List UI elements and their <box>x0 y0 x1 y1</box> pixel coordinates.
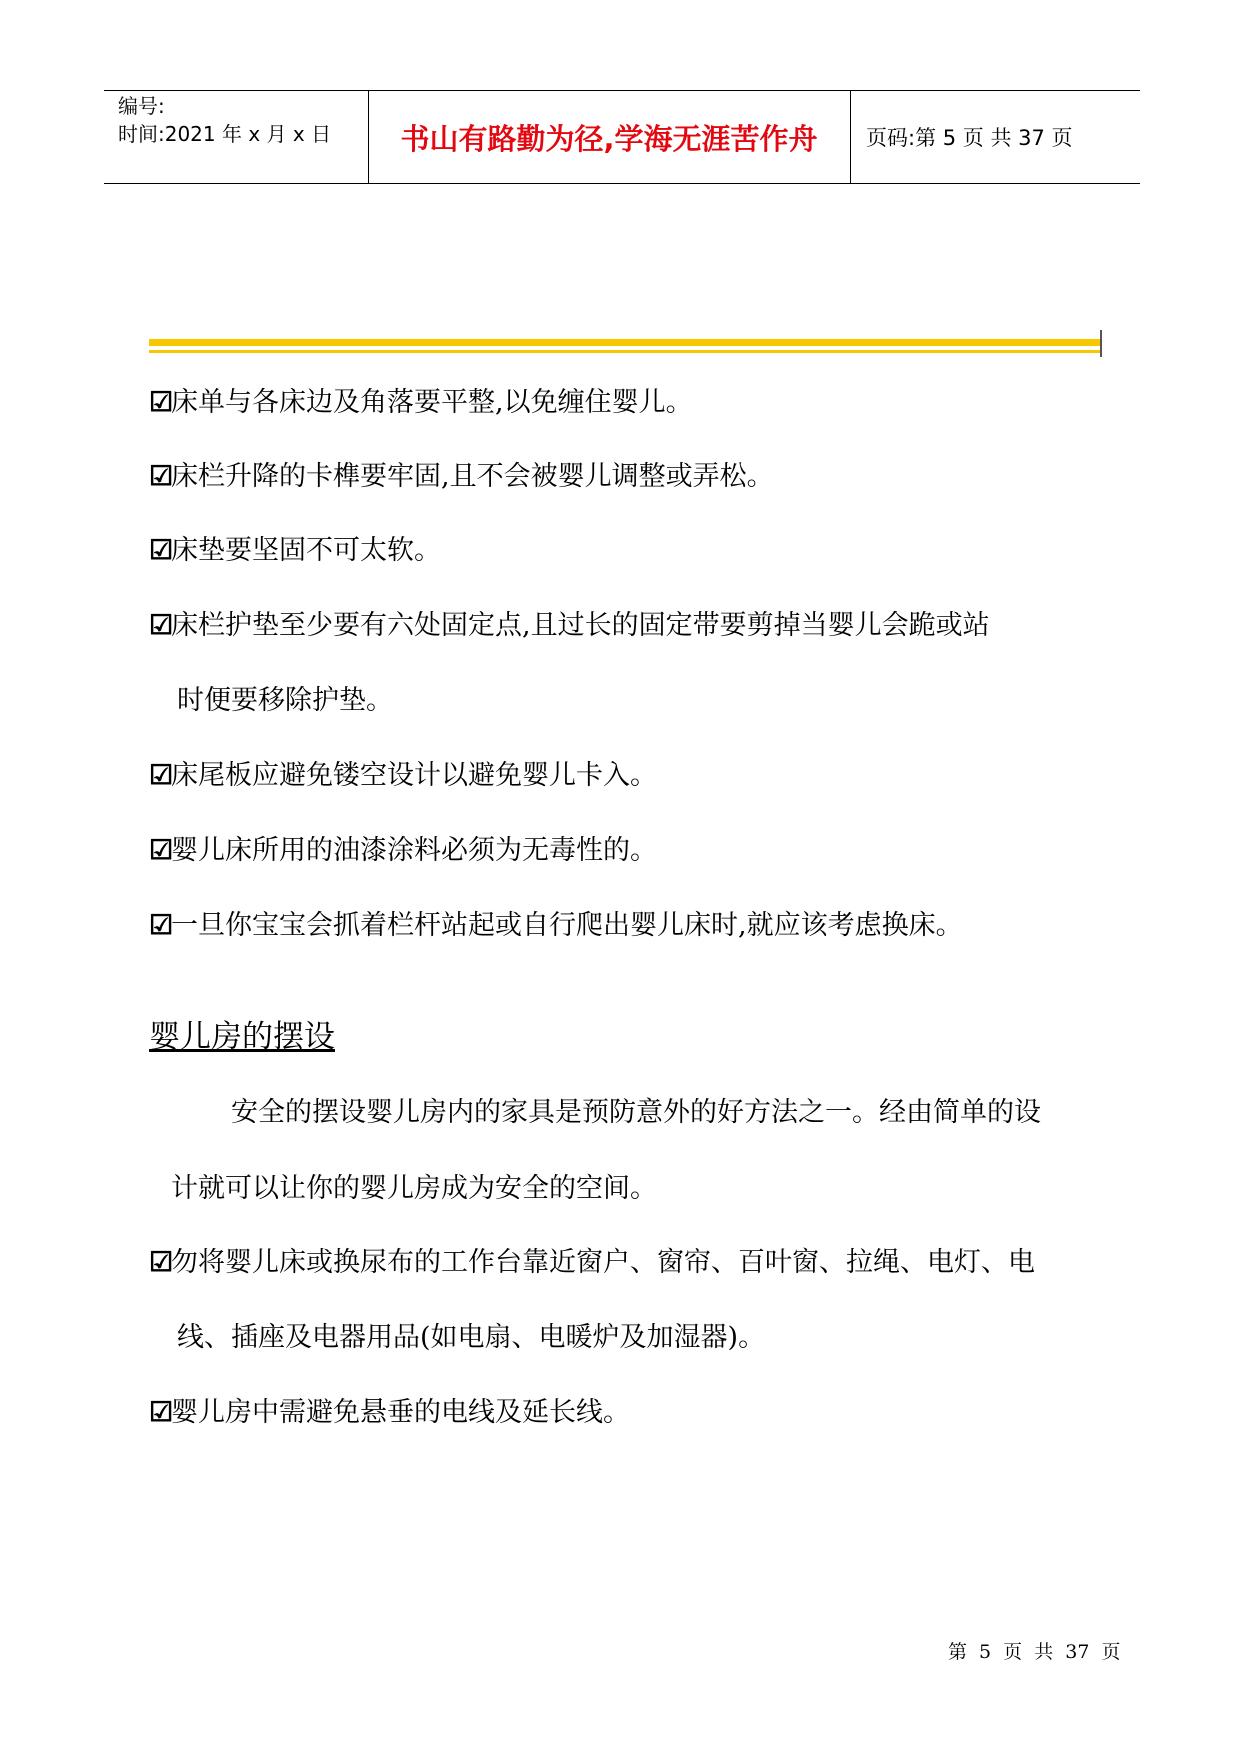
checklist-item-text: 床垫要坚固不可太软。 <box>171 535 441 566</box>
checkbox-icon: ☑ <box>149 461 174 492</box>
header-motto: 书山有路勤为径,学海无涯苦作舟 <box>368 91 851 183</box>
checklist-item-text: 床栏护垫至少要有六处固定点,且过长的固定带要剪掉当婴儿会跪或站 <box>171 610 990 641</box>
checkbox-icon: ☑ <box>149 387 174 418</box>
checklist-item-continuation: 线、插座及电器用品(如电扇、电暖炉及加湿器)。 <box>177 1322 766 1353</box>
checkbox-icon: ☑ <box>149 760 174 791</box>
header-page-info: 页码:第 5 页 共 37 页 <box>866 126 1073 150</box>
document-date-label: 时间:2021 年 x 月 x 日 <box>118 122 332 146</box>
checklist-item-continuation: 时便要移除护垫。 <box>177 685 393 716</box>
checklist-item <box>149 909 963 943</box>
rule-end-tick <box>1100 330 1102 357</box>
checkbox-icon: ☑ <box>149 835 174 866</box>
decorative-rule-thin <box>149 350 1100 353</box>
checklist-item-text: 床尾板应避免镂空设计以避免婴儿卡入。 <box>171 760 657 791</box>
checklist-item-text: 勿将婴儿床或换尿布的工作台靠近窗户、窗帘、百叶窗、拉绳、电灯、电 <box>171 1247 1035 1278</box>
page-footer: 第 5 页 共 37 页 <box>948 1641 1121 1663</box>
checkbox-icon: ☑ <box>149 535 174 566</box>
paragraph-line: 计就可以让你的婴儿房成为安全的空间。 <box>171 1173 657 1204</box>
document-number-label: 编号: <box>118 94 165 118</box>
checklist-item <box>149 1246 1035 1280</box>
checklist-item <box>149 1396 630 1430</box>
checklist-item-text: 床栏升降的卡榫要牢固,且不会被婴儿调整或弄松。 <box>171 461 774 492</box>
paragraph-line: 安全的摆设婴儿房内的家具是预防意外的好方法之一。经由简单的设 <box>231 1097 1041 1128</box>
checklist-item-text: 婴儿房中需避免悬垂的电线及延长线。 <box>171 1397 630 1428</box>
checkbox-icon: ☑ <box>149 1397 174 1428</box>
checklist-item <box>149 460 774 494</box>
page-header <box>104 90 1140 184</box>
checklist-item <box>149 834 657 868</box>
checklist-item <box>149 534 441 568</box>
section-heading: 婴儿房的摆设 <box>149 1019 335 1055</box>
header-page-cell <box>852 91 1140 183</box>
checklist-item-text: 床单与各床边及角落要平整,以免缠住婴儿。 <box>171 387 693 418</box>
checkbox-icon: ☑ <box>149 610 174 641</box>
checklist-item-text: 婴儿床所用的油漆涂料必须为无毒性的。 <box>171 835 657 866</box>
checklist-item <box>149 609 990 643</box>
checklist-item <box>149 386 693 420</box>
checklist-item <box>149 759 657 793</box>
checklist-item-text: 一旦你宝宝会抓着栏杆站起或自行爬出婴儿床时,就应该考虑换床。 <box>171 910 963 941</box>
checkbox-icon: ☑ <box>149 1247 174 1278</box>
checkbox-icon: ☑ <box>149 910 174 941</box>
decorative-rule-thick <box>149 339 1100 346</box>
header-meta-cell <box>104 91 369 183</box>
